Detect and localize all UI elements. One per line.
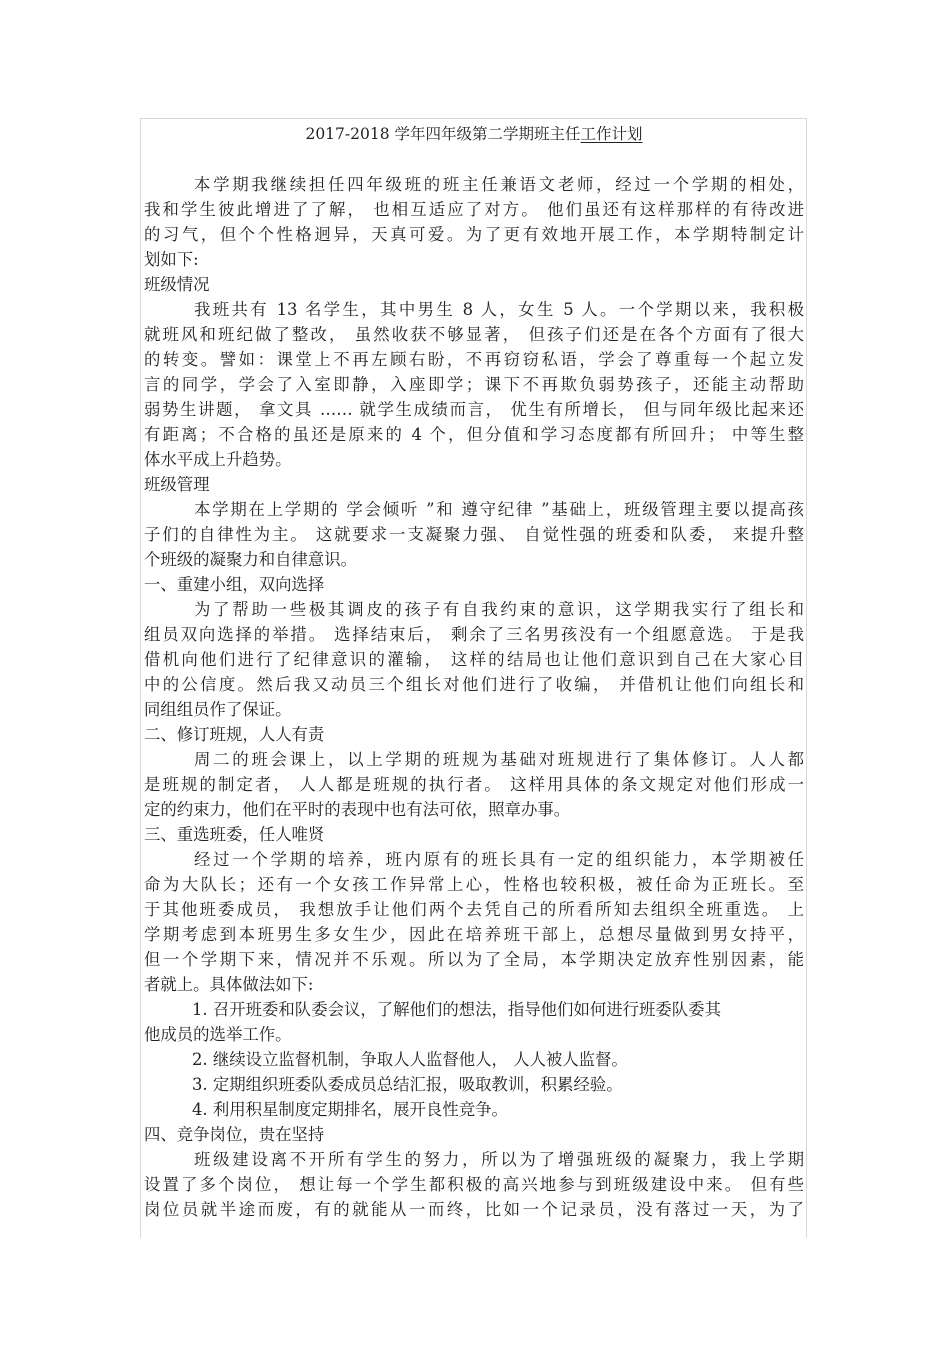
section-3-paragraph: [144, 847, 804, 997]
paragraph-line: 子们的自律性为主。 这就要求一支凝聚力强、 自觉性强的班委和队委， 来提升整: [144, 525, 804, 544]
paragraph-line: 于其他班委成员， 我想放手让他们两个去凭自己的所看所知去组织全班重选。 上: [144, 900, 804, 919]
title-spacer: [144, 146, 804, 172]
section-1-paragraph: [144, 597, 804, 722]
title-underlined: 工作计划: [580, 125, 643, 143]
paragraph-line: 定的约束力，他们在平时的表现中也有法可依，照章办事。: [144, 800, 571, 819]
class-situation-paragraph: [144, 297, 804, 472]
paragraph-line: 我和学生彼此增进了了解， 也相互适应了对方。 他们虽还有这样那样的有待改进: [144, 200, 804, 219]
class-management-paragraph: [144, 497, 804, 572]
title-main: 2017-2018 学年四年级第二学期班主任: [305, 125, 581, 143]
paragraph-line: 经过一个学期的培养，班内原有的班长具有一定的组织能力，本学期被任: [194, 850, 804, 869]
paragraph-line: 是班规的制定者， 人人都是班规的执行者。 这样用具体的条文规定对他们形成一: [144, 775, 804, 794]
section-4-paragraph: [144, 1147, 804, 1222]
paragraph-line: 弱势生讲题， 拿文具 …… 就学生成绩而言， 优生有所增长， 但与同年级比起来还: [144, 400, 804, 419]
paragraph-line: 组员双向选择的举措。 选择结束后， 剩余了三名男孩没有一个组愿意选。 于是我: [144, 625, 804, 644]
section-heading-2: 二、修订班规，人人有责: [144, 725, 325, 744]
paragraph-line: 命为大队长；还有一个女孩工作异常上心，性格也较积极，被任命为正班长。至: [144, 875, 804, 894]
document-title: [144, 118, 804, 146]
paragraph-line: 学期考虑到本班男生多女生少，因此在培养班干部上，总想尽量做到男女持平，: [144, 925, 804, 944]
list-item-continuation: 他成员的选举工作。: [144, 1025, 292, 1044]
section-heading-4: 四、竞争岗位，贵在坚持: [144, 1125, 325, 1144]
paragraph-line: 借机向他们进行了纪律意识的灌输， 这样的结局也让他们意识到自己在大家心目: [144, 650, 804, 669]
document-body: [144, 118, 804, 1222]
paragraph-line: 班级建设离不开所有学生的努力，所以为了增强班级的凝聚力，我上学期: [194, 1150, 804, 1169]
paragraph-line: 为了帮助一些极其调皮的孩子有自我约束的意识，这学期我实行了组长和: [194, 600, 804, 619]
paragraph-line: 有距离；不合格的虽还是原来的 4 个，但分值和学习态度都有所回升； 中等生整: [144, 425, 804, 444]
paragraph-line: 划如下:: [144, 250, 199, 269]
section-heading-class-management: 班级管理: [144, 475, 210, 494]
section-heading-1: 一、重建小组，双向选择: [144, 575, 325, 594]
paragraph-line: 设置了多个岗位， 想让每一个学生都积极的高兴地参与到班级建设中来。 但有些: [144, 1175, 804, 1194]
paragraph-line: 我班共有 13 名学生，其中男生 8 人，女生 5 人。一个学期以来，我积极: [194, 300, 804, 319]
paragraph-line: 个班级的凝聚力和自律意识。: [144, 550, 358, 569]
section-3-list: [144, 997, 804, 1122]
paragraph-line: 言的同学，学会了入室即静，入座即学；课下不再欺负弱势孩子，还能主动帮助: [144, 375, 804, 394]
paragraph-line: 岗位员就半途而废，有的就能从一而终，比如一个记录员，没有落过一天，为了: [144, 1200, 804, 1219]
list-item: 3. 定期组织班委队委成员总结汇报，吸取教训，积累经验。: [192, 1075, 623, 1094]
paragraph-line: 者就上。具体做法如下:: [144, 975, 314, 994]
intro-paragraph: [144, 172, 804, 272]
paragraph-line: 的习气，但个个性格迥异，天真可爱。为了更有效地开展工作，本学期特制定计: [144, 225, 804, 244]
section-heading-class-situation: 班级情况: [144, 275, 210, 294]
paragraph-line: 本学期我继续担任四年级班的班主任兼语文老师，经过一个学期的相处，: [194, 175, 804, 194]
paragraph-line: 就班风和班纪做了整改， 虽然收获不够显著， 但孩子们还是在各个方面有了很大: [144, 325, 804, 344]
paragraph-line: 本学期在上学期的 学会倾听 ”和 遵守纪律 ”基础上，班级管理主要以提高孩: [194, 500, 804, 519]
list-item: 1. 召开班委和队委会议，了解他们的想法，指导他们如何进行班委队委其: [192, 1000, 721, 1019]
paragraph-line: 但一个学期下来，情况并不乐观。所以为了全局，本学期决定放弃性别因素，能: [144, 950, 804, 969]
paragraph-line: 中的公信度。然后我又动员三个组长对他们进行了收编， 并借机让他们向组长和: [144, 675, 804, 694]
list-item: 2. 继续设立监督机制，争取人人监督他人， 人人被人监督。: [192, 1050, 628, 1069]
list-item: 4. 利用积星制度定期排名，展开良性竞争。: [192, 1100, 508, 1119]
section-heading-3: 三、重选班委，任人唯贤: [144, 825, 325, 844]
paragraph-line: 的转变。譬如：课堂上不再左顾右盼，不再窃窃私语，学会了尊重每一个起立发: [144, 350, 804, 369]
paragraph-line: 同组组员作了保证。: [144, 700, 292, 719]
page-frame-left: [140, 118, 141, 1238]
section-2-paragraph: [144, 747, 804, 822]
paragraph-line: 体水平成上升趋势。: [144, 450, 292, 469]
page-frame-right: [806, 118, 807, 1238]
paragraph-line: 周二的班会课上，以上学期的班规为基础对班规进行了集体修订。人人都: [194, 750, 804, 769]
